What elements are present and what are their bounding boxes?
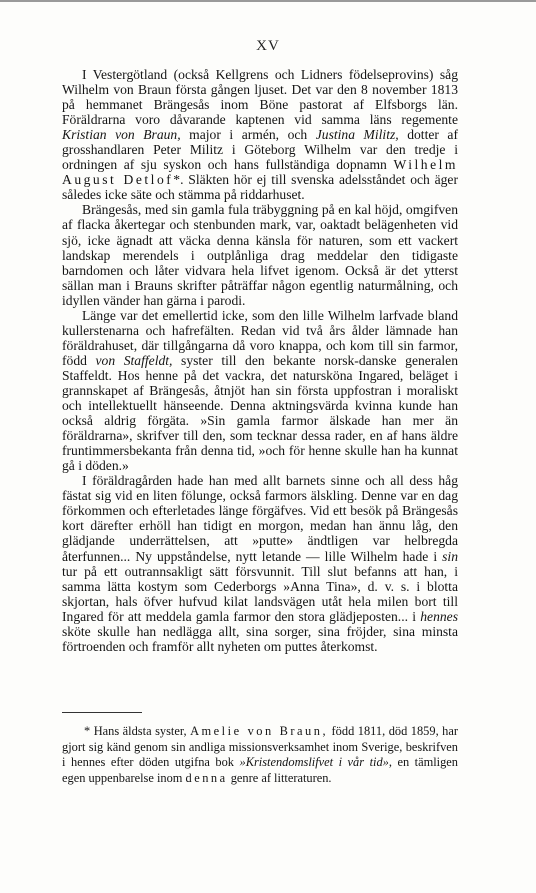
name-kristian-von-braun: Kristian von Braun, (62, 127, 181, 143)
paragraph-4 (62, 473, 458, 654)
footnote-text-c: född 1811, död 1859, har gjort sig känd genom sin andliga missionsverksamhet inom Sverige, beskrifven i hennes efter döden utgifna bok (62, 724, 458, 770)
paragraph-3-text-a: Länge var det emellertid icke, som den lille Wilhelm larfvade bland kullerstenarna och hafrefälten. Redan vid två års ålder lämnade han föräldrahuset, där tillgångarna då voro knappa, och kom till sin farmor, född (62, 307, 458, 368)
name-justina-militz: Justina Militz, (315, 127, 399, 143)
full-baptismal-name: Wilhelm August Detlof (62, 157, 458, 188)
emphasis-denna: denna (185, 770, 228, 785)
paragraph-3 (62, 308, 458, 474)
paragraph-4-text-a: I föräldragården hade han med allt barnets sinne och all dess håg fästat sig vid en liten fölunge, också farmors älskling. Denne var en dag förkommen och efterletades länge förgäfves. Vid ett besök på Brängesås kort därefter erhöll han tidigt en morgon, medan han ännu låg, den glädjande underrättelsen, att »putte» ändtligen var helbregda återfunnen... Ny uppståndelse, nytt letande — lille Wilhelm hade i (62, 473, 458, 564)
page-top-edge (0, 0, 536, 2)
emphasis-sin: sin (442, 548, 458, 564)
emphasis-hennes: hennes (420, 608, 458, 624)
paragraph-3-text-c: syster till den bekante norsk-danske generalen Staffeldt. Hos henne på det vackra, det natursköna Ingared, beläget i grannskapet af Brängesås, åtnjöt han sin första uppfostran i moraliskt och intellektuellt hänseende. Denna aktningsvärda kvinna kunde han också aldrig förgäta. »Sin gamla farmor älskade han mer än föräldrarna», skrifver till den, som tecknar dessa rader, en af hans äldre fruntimmersbekanta från denna tid, »och för henne skulle han ha kunnat gå i döden.» (62, 352, 458, 474)
page-number: XV (256, 38, 280, 54)
paragraph-4-text-c: tur på ett outrannsakligt sätt försvunnit. Till slut befanns att han, i samma lätta kostym som Cederborgs »Anna Tina», d. v. s. i blotta skjortan, hals öfver hufvud kilat landsvägen utåt hela milen bort till Ingared för att meddela gamla farmor den stora glädjeposten... i (62, 563, 458, 624)
body-text (62, 67, 458, 654)
book-title: »Kristendomslifvet i vår tid» (239, 755, 389, 770)
name-von-staffeldt: von Staffeldt, (95, 352, 173, 368)
paragraph-1-text-e: dotter af grosshandlaren Peter Militz i Göteborg Wilhelm var den tredje i ordningen af sju syskon och hans fullständiga dopnamn (62, 127, 458, 173)
footnote (62, 724, 458, 786)
paragraph-1-text-g: *. Släkten hör ej till svenska adelsståndet och äger således icke säte och stämma på riddarhuset. (62, 172, 458, 203)
footnote-text-a: * Hans äldsta syster, (84, 724, 191, 738)
paragraph-1 (62, 67, 458, 202)
footnote-rule (62, 712, 142, 713)
paragraph-2: Brängesås, med sin gamla fula träbyggning på en kal höjd, omgifven af flacka åkertegar och stenbunden mark, var, oaktadt belägenheten vid sjö, icke ägnadt att väcka denna känsla för naturen, som ett vackert landskap merendels i outplånliga drag meddelar den tidigaste barndomen och låter vidvara hela lifvet igenom. Också är det ytterst sällan man i Brauns skrifter påträffar någon egentlig naturmålning, och idyllen vänder han gärna i parodi. (62, 202, 458, 308)
paragraph-4-text-e: sköte skulle han nedlägga allt, sina sorger, sina fröjder, sina minsta förtroenden och framför allt nyheten om puttes återkomst. (62, 623, 458, 654)
footnote-text-e: , en tämligen egen uppenbarelse inom (62, 755, 458, 785)
name-amelie-von-braun: Amelie von Braun, (190, 724, 329, 738)
paragraph-1-text-c: major i armén, och (180, 127, 316, 143)
footnote-text-g: genre af litteraturen. (227, 770, 332, 785)
footnote-paragraph (62, 724, 458, 786)
paragraph-1-text-a: I Vestergötland (också Kellgrens och Lidners födelseprovins) såg Wilhelm von Braun första gången ljuset. Det var den 8 november 1813 på hemmanet Brängesås inom Böne pastorat af Elfsborgs län. Föräldrarna voro dåvarande kaptenen vid samma läns regemente (62, 67, 458, 128)
